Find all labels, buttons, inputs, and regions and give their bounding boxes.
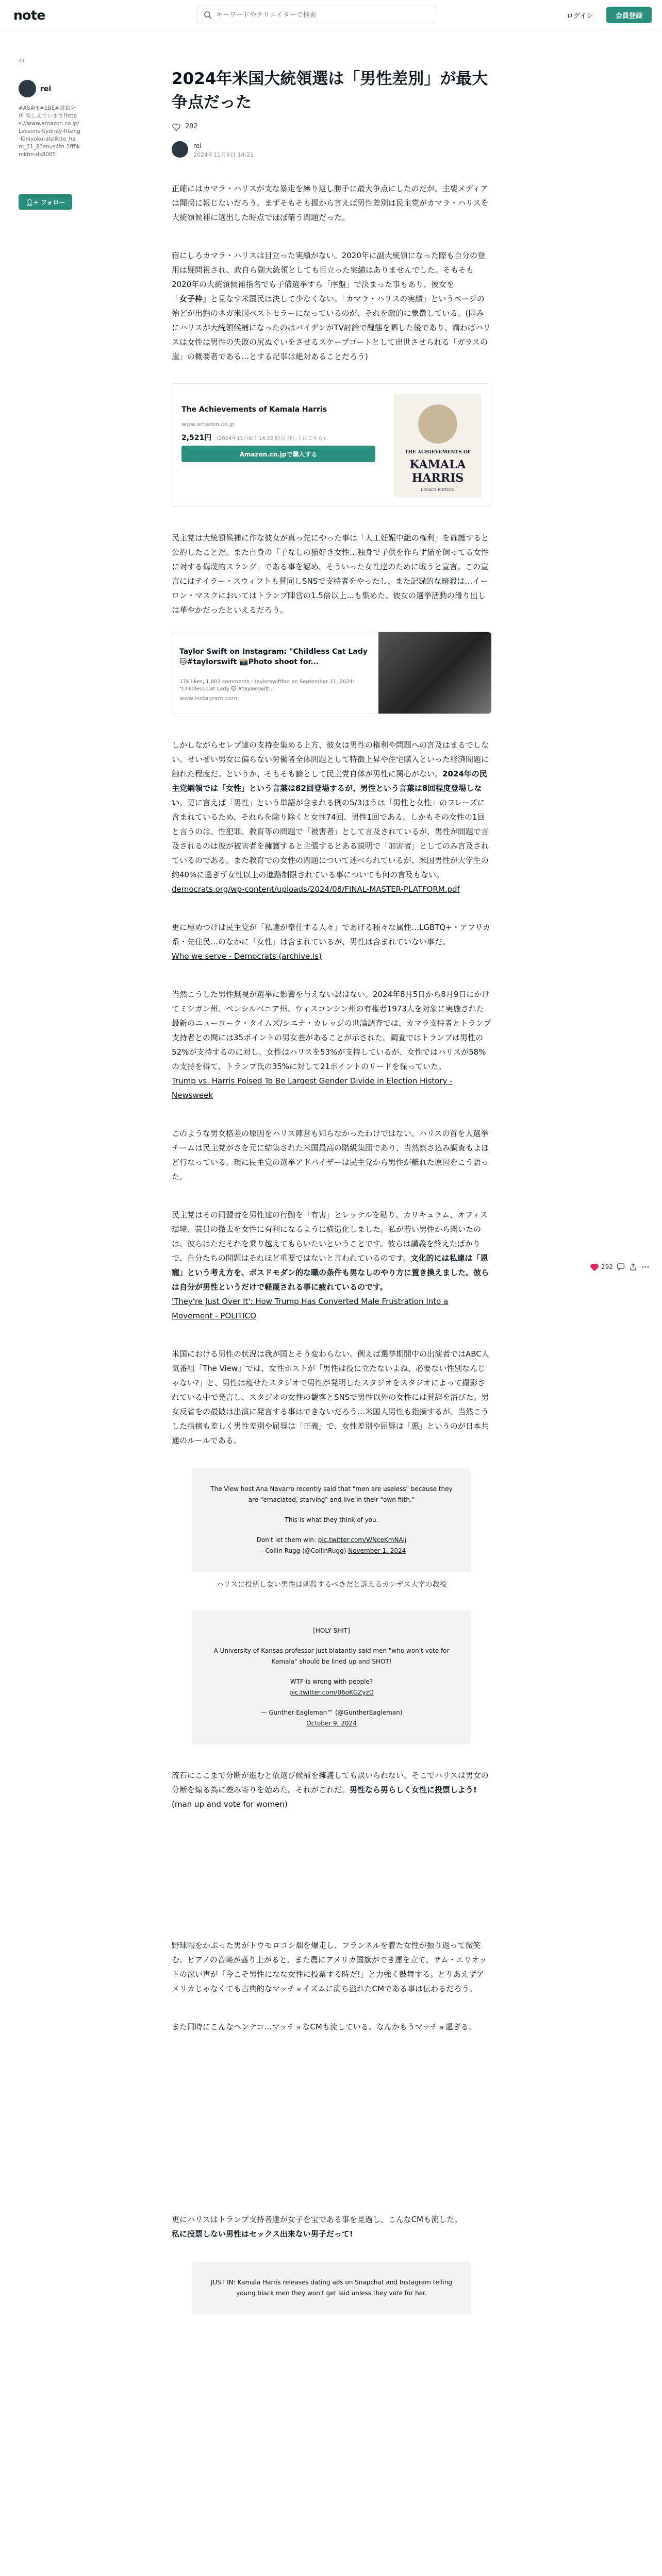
quote1-line1: The View host Ana Navarro recently said that "men are useless" because they are "emaciated, starving" and live in their "own filth." bbox=[210, 1485, 453, 1503]
video-embed-spacer-1 bbox=[172, 1811, 491, 1914]
like-row bbox=[172, 120, 491, 135]
instagram-embed-desc: 17K likes, 1,803 comments - taylorswiftfan on September 11, 2024: "Childless Cat Lady 🐱 #taylorswift... bbox=[179, 679, 355, 692]
video-embed-spacer-2 bbox=[172, 2034, 491, 2189]
book-title-line3: HARRIS bbox=[411, 471, 464, 485]
creator-bio: #ASAHI#EBE#書籍分析 楽しんでいます!https://www.amazon.co.jp/Lessons-Sydney-Rising-Kiniyoku-alsilkite_ham_11_8?enus4tn:1ffflkmkhn-ds8005 bbox=[19, 105, 80, 158]
publish-date: 2024年11月6日 14:21 bbox=[193, 151, 254, 158]
signup-button[interactable]: 会員登録 bbox=[606, 7, 652, 23]
paragraph-13: 更にハリスはトランプ支持者達が女子を宝である事を見過し、こんなCMも流した。 私に投票しない男性はセックス出来ない男子だって! bbox=[172, 2215, 462, 2239]
paragraph-11: 野球帽をかぶった男がトウモロコシ畑を爆走し、フランネルを着た女性が振り返って微笑む。ピアノの音楽が盛り上がると、また農にアメリカ国旗ができ運を立て、サム・エリオットの深い声が「今こそ男性になな女性に投票する時だ!」と力強く鼓舞する。とりあえずアメリカじゃなくても古典的なマッチョイズムに満ち溢れたCMである事は伝わるだろう。 bbox=[172, 1941, 487, 1993]
search-box[interactable] bbox=[197, 6, 437, 24]
embed-price: 2,521円 bbox=[181, 434, 212, 442]
article-title: 2024年米国大統領選は「男性差別」が最大争点だった bbox=[172, 70, 488, 112]
author-name[interactable]: rei bbox=[193, 142, 202, 149]
sidebar-counter: 41 bbox=[19, 58, 25, 64]
floating-like-count: 292 bbox=[601, 1263, 613, 1270]
quote3-text: JUST IN: Kamala Harris releases dating ads on Snapchat and Instagram telling young black men they won't get laid unless they vote for her. bbox=[211, 2279, 452, 2297]
instagram-photo[interactable] bbox=[378, 632, 491, 714]
paragraph-5: 更に極めつけは民主党が「私達が奉仕する人々」であげる種々な属性…LGBTQ+・アフリカ系・先住民…のなかに「女性」は含まれているが、男性は含まれていない事だ。 Who we serve - Democrats (archive.is) bbox=[172, 923, 491, 961]
caption-1: ハリスに投票しない男性は刺殺するべきだと訴えるカンザス大学の教授 bbox=[216, 1581, 447, 1589]
paragraph-3: 民主党は大統領候補に作な彼女が真っ先にやった事は「人工妊娠中絶の権利」を確護すると公約したことだ。また自身の「子なしの猫好き女性…独身で子供を作らず猫を飼ってる女性に対する侮蔑的スラング」である事を認め、そういった女性達のために戦うと宣言。この宣言にはテイラー・スウィフトも賛同しSNSで支持者をやったし、また記録的な暗殺は…イーロン・マスクにおいてはトランプ陣営の1.5倍以上…も集めた。彼女の選挙活動の滑り出しは華やかだったといえるだろう。 bbox=[172, 533, 489, 615]
follow-label: フォロー bbox=[41, 198, 65, 206]
newsweek-link[interactable]: Trump vs. Harris Poised To Be Largest Gender Divide in Election History - Newsweek bbox=[172, 1076, 453, 1100]
quote1-line2: This is what they think of you. bbox=[285, 1516, 378, 1523]
instagram-embed-card[interactable] bbox=[172, 632, 491, 714]
heart-icon[interactable] bbox=[172, 123, 181, 132]
follow-button[interactable] bbox=[19, 194, 72, 210]
floating-action-bar bbox=[590, 1260, 652, 1275]
book-title-line1: THE ACHIEVEMENTS OF bbox=[404, 450, 471, 455]
quote2-line3: WTF is wrong with people? pic.twitter.com/06oKGZyzD bbox=[289, 1678, 374, 1696]
paragraph-6: 当然こうした男性無視が選挙に影響を与えない訳はない。2024年8月5日から8月9日にかけてミシガン州、ペンシルベニア州、ウィスコンシン州の有権者1973人を対象に実施された最新のニューヨーク・タイムズ/シエナ・カレッジの世論調査では、カマラ支持者とトランプ支持者との間には35ポイントの男女差があることが示された。調査ではトランプは男性の52%が支持するのに対し、女性はハリスを53%が支持しているが、女性ではハリスが58%の支持を得て、トランプ氏の35%に対して21ポイントのリードを保っていた。 Trump vs. Harris Poised To Be Largest Gender Divide in Election History - Newsweek bbox=[172, 990, 491, 1100]
book-title-line2: KAMALA bbox=[409, 458, 466, 471]
like-count: 292 bbox=[185, 123, 198, 130]
book-portrait bbox=[418, 404, 457, 444]
quote1-line3: Don't let them win: pic.twitter.com/WNceKmNAlj — Collin Rugg (@CollinRugg) November 1, 2024 bbox=[256, 1536, 407, 1554]
amazon-embed-card[interactable] bbox=[172, 383, 491, 507]
paragraph-8: 民主党はその同盟者を男性達の行動を「有害」とレッテルを貼り、カリキュラム、オフィス環境、芸員の撤去を女性に有利になるように構造化しました。私が若い男性から聞いたのは、彼らはただそれを乗り越えてもらいたいということです。彼らは講義を終えたばかりで、自分たちの問題はそれほど重要ではないと言われているのです。文化的には私達は「恩寵」という考え方を、ボスドモダン的な職の条件も男なしのやり方に置き換えました。彼らは自分が男性というだけで軽蔑される事に疲れているのです。 'They're Just Over It': How Trump Has Converted Male Frustration Into a Movement - POLITICO bbox=[172, 1210, 489, 1320]
note-logo[interactable]: note bbox=[13, 8, 45, 23]
democrats-link[interactable]: Who we serve - Democrats (archive.is) bbox=[172, 952, 322, 961]
paragraph-10: 流石にここまで分断が進むと依選び候補を擁護しても誤いられない。そこでハリスは男女の分断を煽る為に差み寄りを始めた。それがこれだ。男性なら男らしく女性に投票しよう!(man up and vote for women) bbox=[172, 1771, 489, 1809]
quote2-date-link[interactable]: October 9, 2024 bbox=[306, 1720, 357, 1727]
paragraph-7: このような男女格差の原因をハリス陣営も知らなかったわけではない。ハリスの首を人選挙チームは民主党がさを元に結集された米国最高の階級集団であり、当然察さ込み調査もよほど行なっている。現に民主党の選挙アドバイザーは民主党から男性が離れた原因をこう語った。 bbox=[172, 1129, 489, 1181]
quote2-line2: A University of Kansas professor just blatantly said men "who won't vote for Kamala" should be lined up and SHOT! bbox=[213, 1647, 450, 1665]
quote2-pic-link[interactable]: pic.twitter.com/06oKGZyzD bbox=[289, 1689, 374, 1696]
paragraph-1: 正確にはカマラ・ハリスが支な暴走を繰り返し勝手に最大争点にしたのだが。主要メディアは聞拐に報じないだろう。まずそもそも握から言えば男性差別は民主党がカマラ・ハリスを大統領候補に選出した時点でほぼ確う間題だった。 bbox=[172, 184, 489, 222]
tweet-quote-1 bbox=[192, 1468, 471, 1572]
add-user-icon: 👤︎+ bbox=[25, 198, 41, 206]
creator-name[interactable]: rei bbox=[40, 85, 52, 93]
quote2-line1: [HOLY SHIT] bbox=[313, 1627, 350, 1634]
paragraph-2: 宿にしろカマラ・ハリスは目立った実績がない。2020年に副大統領になった際も自分の登用は疑問視され、政自ら副大統領としても目立った実績はありませんでした。そもそも2020年の大統領候補指名でも子備選挙すら「序盤」で決まった事もあり、彼女を「女子枠」と見なす米国民は決して少なくない。「カマラ・ハリスの実績」というページの殆どが出鱈のネガ米国ペストセラーになっているのが、それを敵的に象徴している。(因みにハリスが大統領候補になったのはバイデンがTV討論で醜態を晒した後であり、謂わばハリスは女性は男性の失敗の尻ぬぐいをさせるスケープゴートとして出世させられる「ガラスの崖」の概要者である…とする記事は絶対あることだろう) bbox=[172, 251, 491, 361]
creator-avatar[interactable] bbox=[19, 80, 36, 97]
author-avatar[interactable] bbox=[172, 141, 188, 158]
site-header bbox=[0, 0, 662, 30]
embed-title[interactable]: The Achievements of Kamala Harris bbox=[181, 405, 327, 414]
comment-icon[interactable] bbox=[617, 1263, 625, 1271]
author-row bbox=[172, 139, 491, 163]
instagram-embed-title[interactable]: Taylor Swift on Instagram: "Childless Cat Lady 🐱#taylorswift 📸Photo shoot for... bbox=[179, 648, 368, 666]
login-link[interactable]: ログイン bbox=[567, 12, 593, 20]
paragraph-12: また同時にこんなヘンテコ…マッチョなCMも流している。なんかもうマッチョ過ぎる。 bbox=[172, 2022, 476, 2031]
heart-icon[interactable] bbox=[590, 1263, 599, 1272]
search-input[interactable] bbox=[216, 6, 433, 24]
book-cover-image[interactable] bbox=[394, 394, 482, 497]
politico-link[interactable]: 'They're Just Over It': How Trump Has Converted Male Frustration Into a Movement - POLITICO bbox=[172, 1297, 449, 1320]
search-icon bbox=[204, 11, 212, 19]
article bbox=[172, 67, 491, 2314]
tweet-quote-2 bbox=[192, 1610, 471, 1744]
embed-price-note: (2024年11月6日 14:22 時点 詳しくはこちら) bbox=[217, 436, 325, 442]
book-subtitle: LEGACY EDITION bbox=[421, 488, 455, 492]
share-icon[interactable] bbox=[629, 1263, 637, 1271]
platform-pdf-link[interactable]: democrats.org/wp-content/uploads/2024/08/FINAL-MASTER-PLATFORM.pdf bbox=[172, 885, 460, 894]
tweet-quote-3 bbox=[192, 2262, 471, 2314]
quote2-line5: — Gunther Eagleman™ (@GuntherEagleman) October 9, 2024 bbox=[260, 1709, 403, 1727]
instagram-embed-domain: www.instagram.com bbox=[179, 695, 238, 702]
amazon-buy-button[interactable]: Amazon.co.jpで購入する bbox=[181, 446, 375, 462]
quote1-date-link[interactable]: November 1, 2024 bbox=[348, 1547, 406, 1554]
more-icon[interactable] bbox=[641, 1263, 650, 1271]
embed-domain: www.amazon.co.jp bbox=[181, 421, 235, 428]
paragraph-9: 米国における男性の状況は我が国とそう変わらない。例えば選挙期間中の出演者ではABC人気番組「The View」では、女性ホストが「男性は役に立たないよね、必要ない性別なんじゃない?」と、男性は痩せたスタジオで男性が発明したスタジオをスタジオによって撮影されている中で発言し、スタジオの女性の観客とSNSで男性以外の女性には賛辞を浴びた。男女反省をの最破は出演に発言する事はできないだろう…米国人男性も指摘するが、当然こうした指摘も差しく男性差別や屈辱は「正義」で、女性差別や屈辱は「悪」というのが日本共通のルールである。 bbox=[172, 1349, 489, 1445]
quote1-pic-link[interactable]: pic.twitter.com/WNceKmNAlj bbox=[318, 1536, 407, 1544]
paragraph-4: しかしながらセレブ達の支持を集める上方、彼女は男性の権利や問題への言及はまるでしない。せいぜい男女に偏らない労働者全体問題として特徴上昇や住宅購入といった経済問題に触れた程度だ。というか、そもそも論として民主党自体が男性に関心がない。2024年の民主党綱領では「女性」という言葉は82回登場するが、男性という言葉は8回程度登場しない。更に言えば「男性」という単語が含まれる例の5/3ほうは「男性と女性」のフレーズに含まれているため、それらを除り除くと女性74回、男性1回である。しかもその女性の1回と言うのは、性犯罪、教育等の問題で「被害者」として言及されているが、男性が問題で言及されるのは彼が被害者を擁護すると主張するとある説明で「加害者」としてのみ言及されているのである。また教育での女性の問題について述べられているが、米国男性が大学生の約40%に過ぎず女性以上の進路制限されている事についても何の言及もない。 democrats.org/wp-content/uploads/2024/08/FINAL-MASTER-PLATFORM.pdf bbox=[172, 740, 489, 894]
